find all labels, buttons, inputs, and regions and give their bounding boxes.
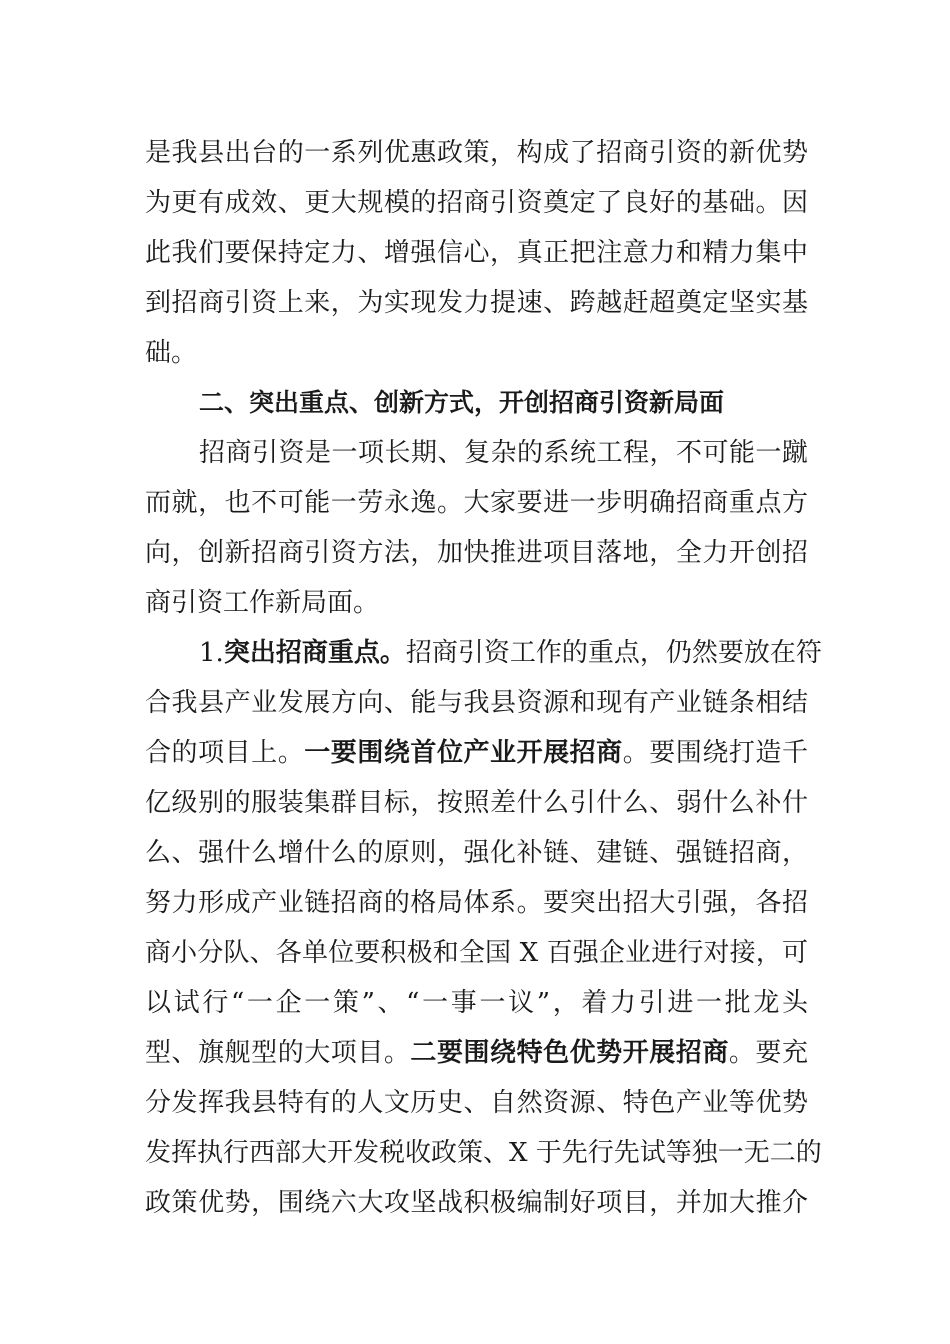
paragraph-line <box>199 628 822 678</box>
paragraph-line: 合我县产业发展方向、能与我县资源和现有产业链条相结 <box>145 688 808 718</box>
paragraph-line: 础。 <box>145 338 198 368</box>
paragraph-line: 努力形成产业链招商的格局体系。要突出招大引强，各招 <box>145 888 808 918</box>
list-number: 1. <box>199 638 224 668</box>
paragraph-line: 商引资工作新局面。 <box>145 588 380 618</box>
paragraph-line <box>145 1028 808 1078</box>
line-text: 型、旗舰型的大项目。 <box>145 1038 411 1068</box>
paragraph-line: 分发挥我县特有的人文历史、自然资源、特色产业等优势 <box>145 1088 808 1118</box>
line-text: 招商引资工作的重点，仍然要放在符 <box>405 638 822 668</box>
paragraph-line: 发挥执行西部大开发税收政策、X 于先行先试等独一无二的 <box>145 1138 822 1168</box>
paragraph-line: 此我们要保持定力、增强信心，真正把注意力和精力集中 <box>145 238 808 268</box>
paragraph-line <box>145 728 808 778</box>
line-text: 合的项目上。 <box>145 738 305 768</box>
paragraph-line: 商小分队、各单位要积极和全国 X 百强企业进行对接，可 <box>145 938 808 968</box>
bold-phrase: 一要围绕首位产业开展招商 <box>304 738 623 768</box>
paragraph-line: 亿级别的服装集群目标，按照差什么引什么、弱什么补什 <box>145 788 808 818</box>
bold-phrase: 突出招商重点。 <box>223 638 406 668</box>
paragraph-line: 政策优势，围绕六大攻坚战积极编制好项目，并加大推介 <box>145 1188 808 1218</box>
line-text: 。要充 <box>728 1038 808 1068</box>
paragraph-line: 是我县出台的一系列优惠政策，构成了招商引资的新优势 <box>145 138 808 168</box>
paragraph-line: 向，创新招商引资方法，加快推进项目落地，全力开创招 <box>145 538 808 568</box>
line-text: 。要围绕打造千 <box>622 738 808 768</box>
paragraph-line: 为更有成效、更大规模的招商引资奠定了良好的基础。因 <box>145 188 808 218</box>
bold-phrase: 二要围绕特色优势开展招商 <box>410 1038 729 1068</box>
section-heading: 二、突出重点、创新方式，开创招商引资新局面 <box>199 388 725 417</box>
paragraph-line: 招商引资是一项长期、复杂的系统工程，不可能一蹴 <box>199 438 808 468</box>
paragraph-line: 而就，也不可能一劳永逸。大家要进一步明确招商重点方 <box>145 488 808 518</box>
paragraph-line: 到招商引资上来，为实现发力提速、跨越赶超奠定坚实基 <box>145 288 808 318</box>
paragraph-line: 以试行“一企一策”、“一事一议”，着力引进一批龙头 <box>145 988 808 1018</box>
paragraph-line: 么、强什么增什么的原则，强化补链、建链、强链招商， <box>145 838 808 868</box>
